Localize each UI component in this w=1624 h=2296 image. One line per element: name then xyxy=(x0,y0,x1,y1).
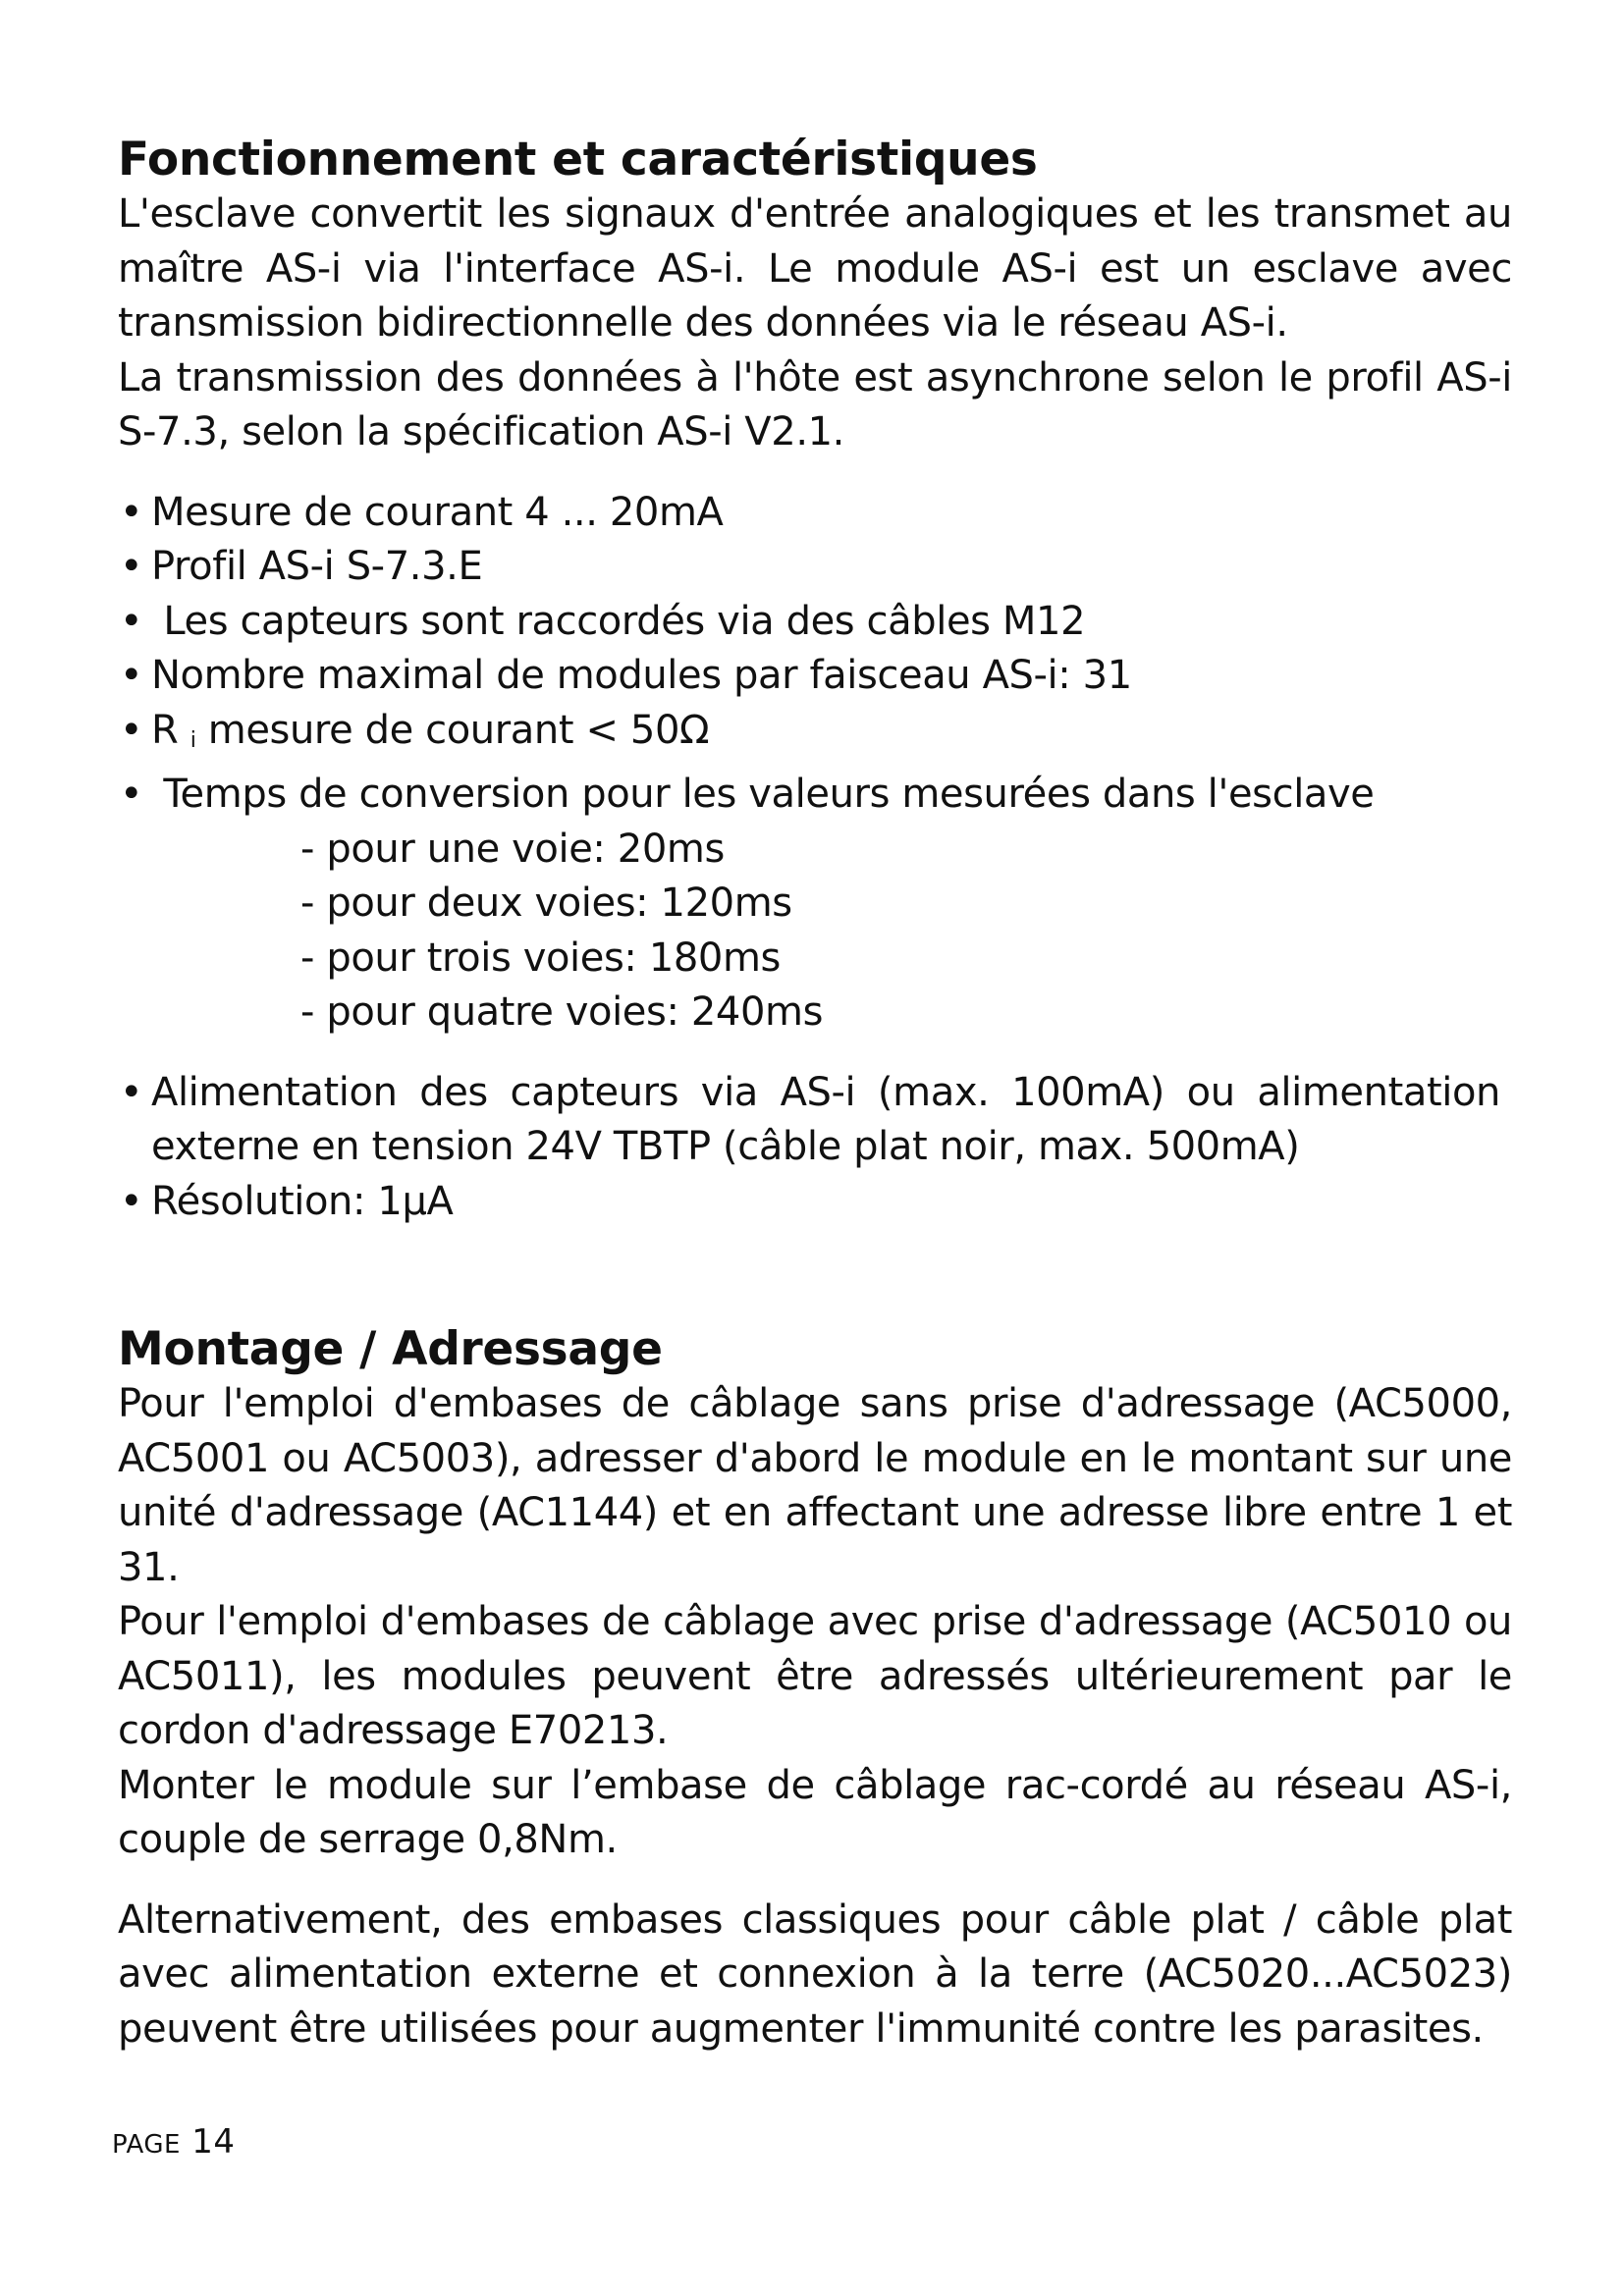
paragraph: Pour l'emploi d'embases de câblage sans prise d'adressage (AC5000, AC5001 ou AC5003), adresser d'abord le module en le montant sur une unité d'adressage (AC1144) et en affectant une adresse libre entre 1 et 31. xyxy=(118,1381,1512,1590)
list-item: • Temps de conversion pour les valeurs mesurées dans l'esclave xyxy=(120,772,1375,817)
page-label: PAGE xyxy=(112,2130,181,2160)
list-item: - pour deux voies: 120ms xyxy=(300,881,792,926)
list-item: - pour trois voies: 180ms xyxy=(300,934,781,981)
paragraph: Monter le module sur l’embase de câblage rac-cordé au réseau AS-i, couple de serrage 0,8Nm. xyxy=(118,1762,1512,1862)
document-page xyxy=(118,133,1512,2056)
paragraph: L'esclave convertit les signaux d'entrée analogiques et les transmet au maître AS-i via l'interface AS-i. Le module AS-i est un esclave avec transmission bidirectionnelle des données via le réseau AS-i. xyxy=(118,191,1512,346)
list-item: • Alimentation des capteurs via AS-i (max. 100mA) ou alimentation externe en tension 24V TBTP (câble plat noir, max. 500mA) xyxy=(120,1069,1500,1169)
list-item: • Profil AS-i S-7.3.E xyxy=(120,544,483,589)
feature-list xyxy=(118,486,1512,823)
paragraph: La transmission des données à l'hôte est asynchrone selon le profil AS-i S-7.3, selon la spécification AS-i V2.1. xyxy=(118,354,1512,454)
section-title-functioning: Fonctionnement et caractéristiques xyxy=(118,133,1038,187)
list-item: • Les capteurs sont raccordés via des câbles M12 xyxy=(120,598,1086,644)
list-item: - pour une voie: 20ms xyxy=(300,826,725,872)
conversion-times-list xyxy=(118,823,1512,1041)
page-number xyxy=(112,2122,236,2162)
paragraph: Alternativement, des embases classiques pour câble plat / câble plat avec alimentation externe et connexion à la terre (AC5020...AC5023) peuvent être utilisées pour augmenter l'immunité contre les parasites. xyxy=(118,1896,1512,2052)
list-item: - pour quatre voies: 240ms xyxy=(300,989,824,1035)
page-number-value: 14 xyxy=(191,2122,236,2162)
feature-list-2 xyxy=(118,1066,1512,1230)
paragraph: Pour l'emploi d'embases de câblage avec prise d'adressage (AC5010 ou AC5011), les modules peuvent être adressés ultérieurement par le cordon d'adressage E70213. xyxy=(118,1599,1512,1753)
list-item: • R $_i$ mesure de courant < 50Ω xyxy=(120,707,710,753)
section-title-mounting: Montage / Adressage xyxy=(118,1322,663,1376)
list-item: • Résolution: 1µA xyxy=(120,1178,454,1224)
list-item: • Mesure de courant 4 ... 20mA xyxy=(120,489,724,535)
list-item: • Nombre maximal de modules par faisceau AS-i: 31 xyxy=(120,653,1132,698)
